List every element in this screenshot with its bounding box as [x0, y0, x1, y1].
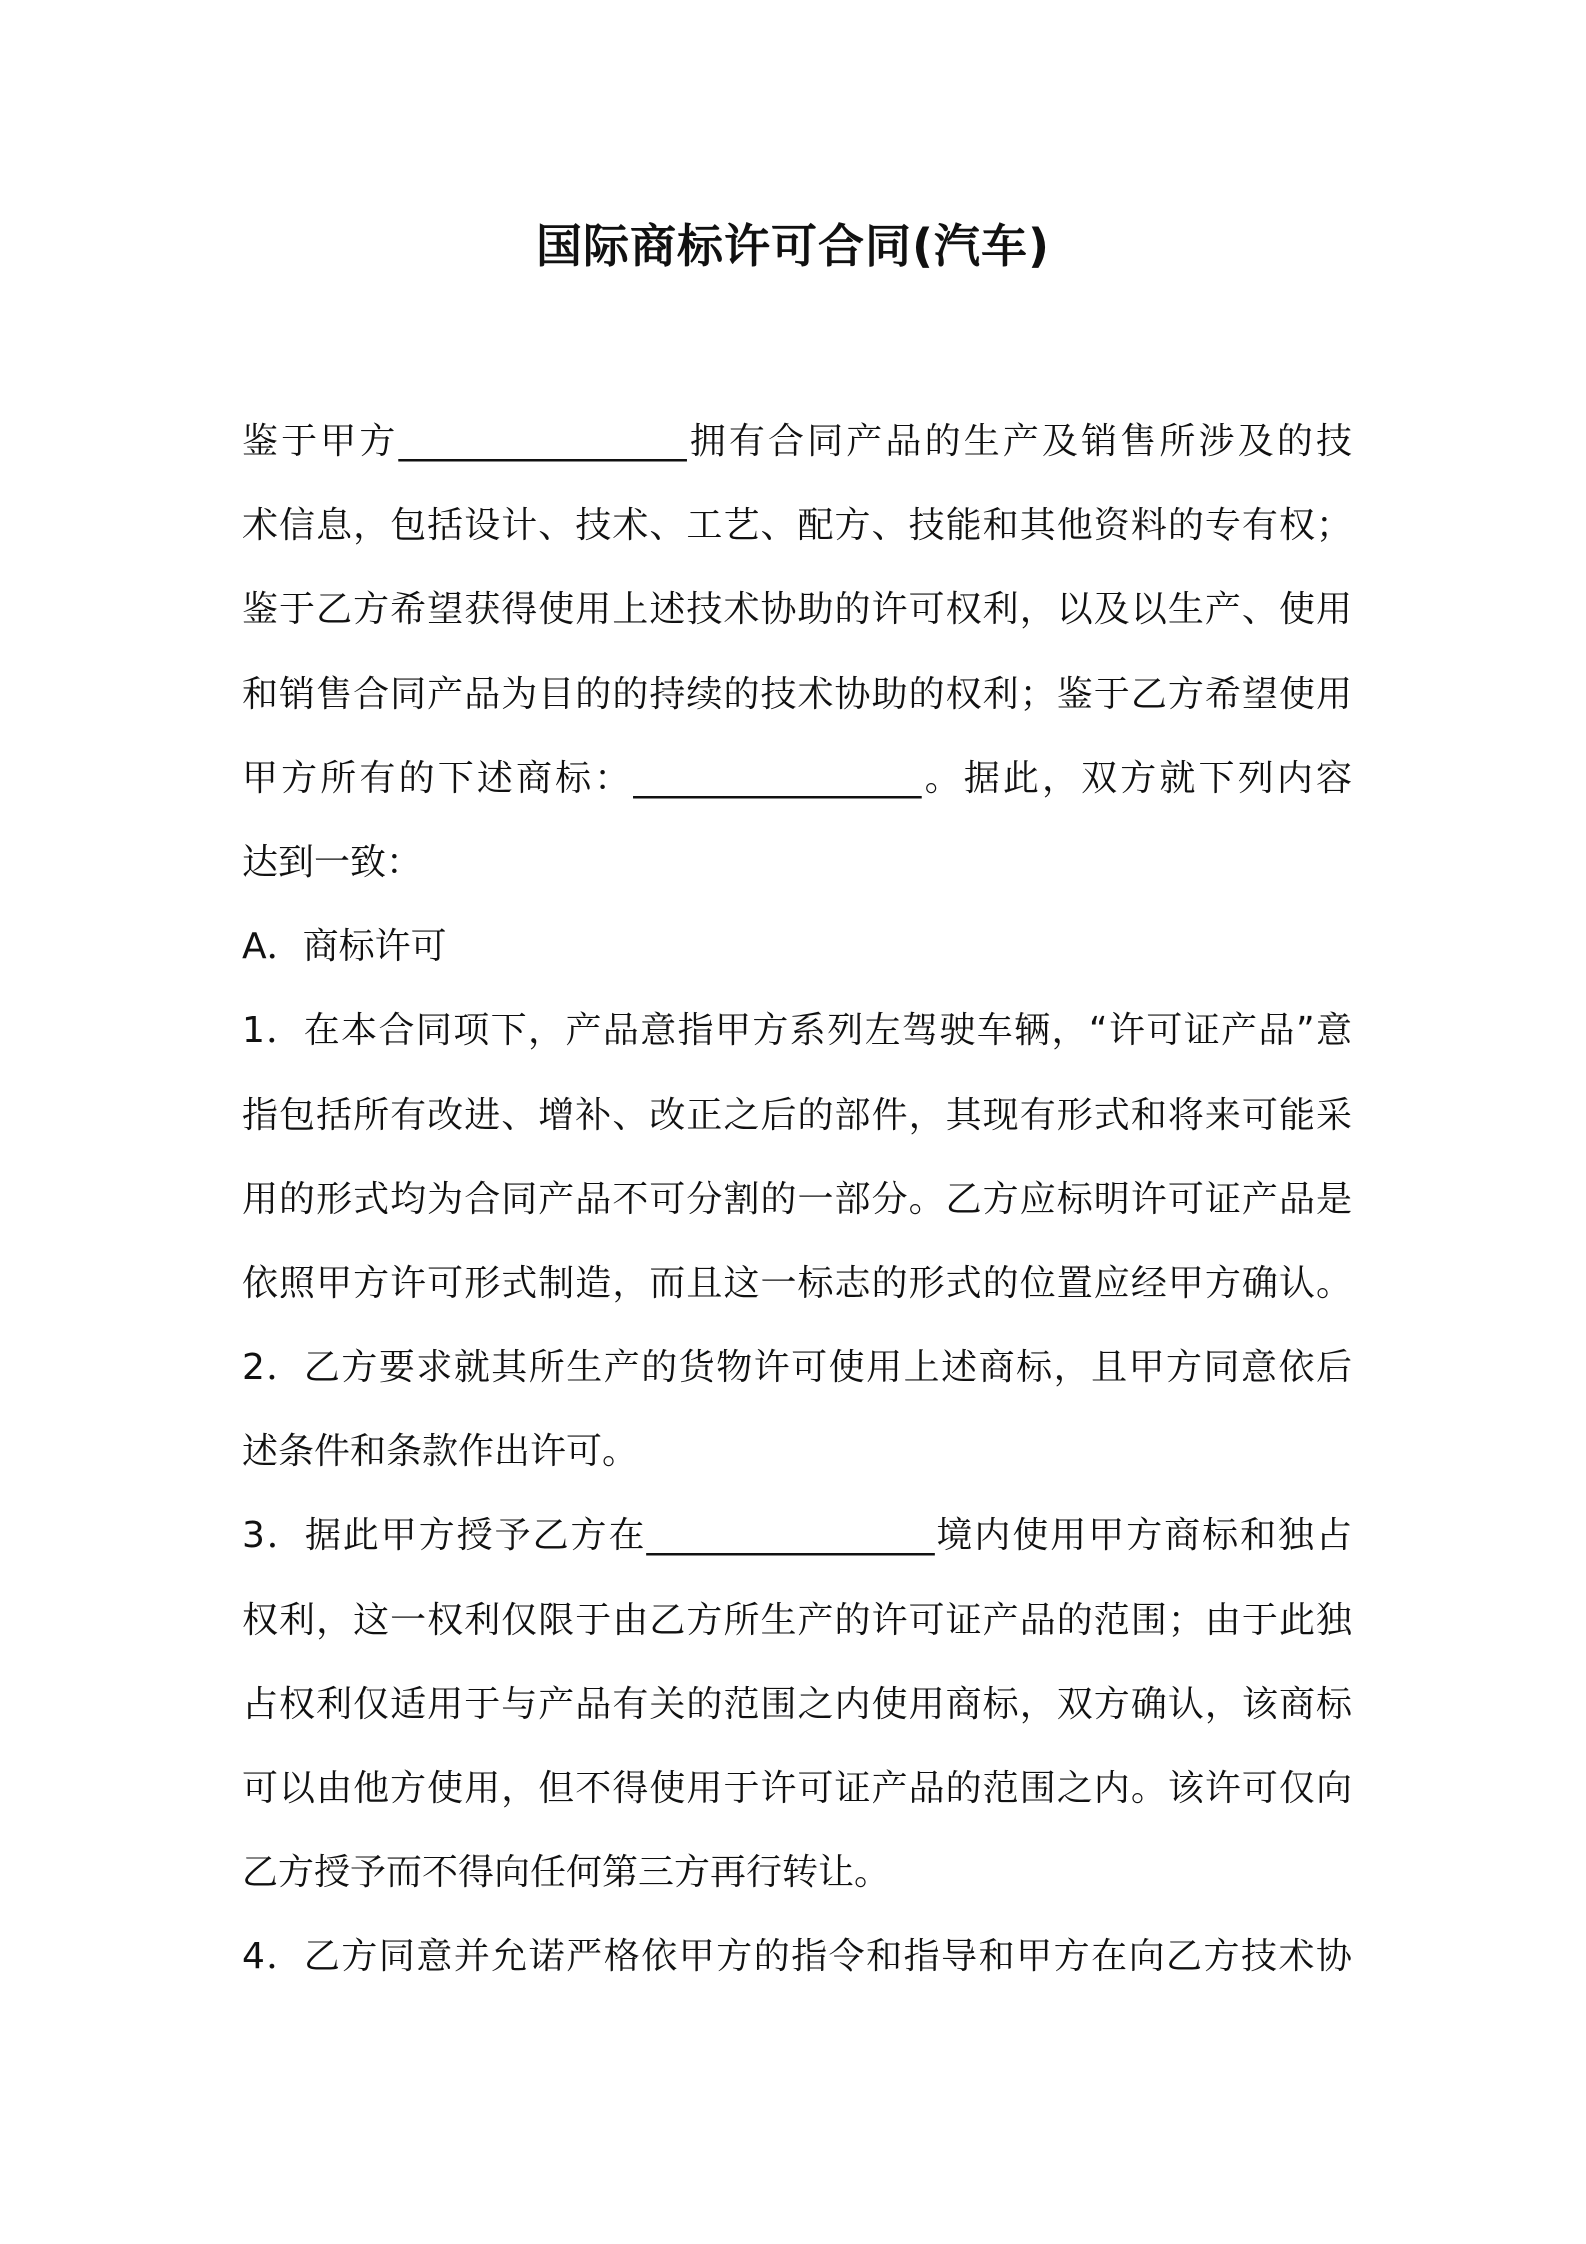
body-line: 占权利仅适用于与产品有关的范围之内使用商标，双方确认，该商标 [242, 1683, 1352, 1725]
document-title: 国际商标许可合同(汽车) [535, 219, 1051, 273]
body-line: 依照甲方许可形式制造，而且这一标志的形式的位置应经甲方确认。 [242, 1262, 1352, 1304]
body-line: 乙方授予而不得向任何第三方再行转让。 [242, 1852, 891, 1894]
body-line: 和销售合同产品为目的的持续的技术协助的权利；鉴于乙方希望使用 [242, 673, 1352, 715]
body-line: 1．在本合同项下，产品意指甲方系列左驾驶车辆，“许可证产品”意 [242, 1010, 1352, 1052]
body-line: 术信息，包括设计、技术、工艺、配方、技能和其他资料的专有权； [242, 505, 1352, 547]
body-line: 2．乙方要求就其所生产的货物许可使用上述商标，且甲方同意依后 [242, 1347, 1352, 1389]
body-line: 甲方所有的下述商标：________________。据此，双方就下列内容 [242, 757, 1352, 799]
body-line: 用的形式均为合同产品不可分割的一部分。乙方应标明许可证产品是 [242, 1178, 1352, 1220]
body-line: 鉴于乙方希望获得使用上述技术协助的许可权利，以及以生产、使用 [242, 589, 1352, 631]
body-line: 鉴于甲方________________拥有合同产品的生产及销售所涉及的技 [242, 421, 1352, 462]
body-line: 权利，这一权利仅限于由乙方所生产的许可证产品的范围；由于此独 [242, 1599, 1352, 1641]
body-line: 可以由他方使用，但不得使用于许可证产品的范围之内。该许可仅向 [242, 1768, 1352, 1809]
body-line: 3．据此甲方授予乙方在________________境内使用甲方商标和独占 [242, 1515, 1352, 1557]
body-line: 述条件和条款作出许可。 [242, 1431, 639, 1473]
body-line: 指包括所有改进、增补、改正之后的部件，其现有形式和将来可能采 [242, 1094, 1352, 1136]
body-line: 4．乙方同意并允诺严格依甲方的指令和指导和甲方在向乙方技术协 [242, 1936, 1352, 1978]
document-body [242, 400, 1352, 2000]
body-line: A．商标许可 [242, 926, 447, 968]
body-line: 达到一致： [242, 841, 423, 883]
